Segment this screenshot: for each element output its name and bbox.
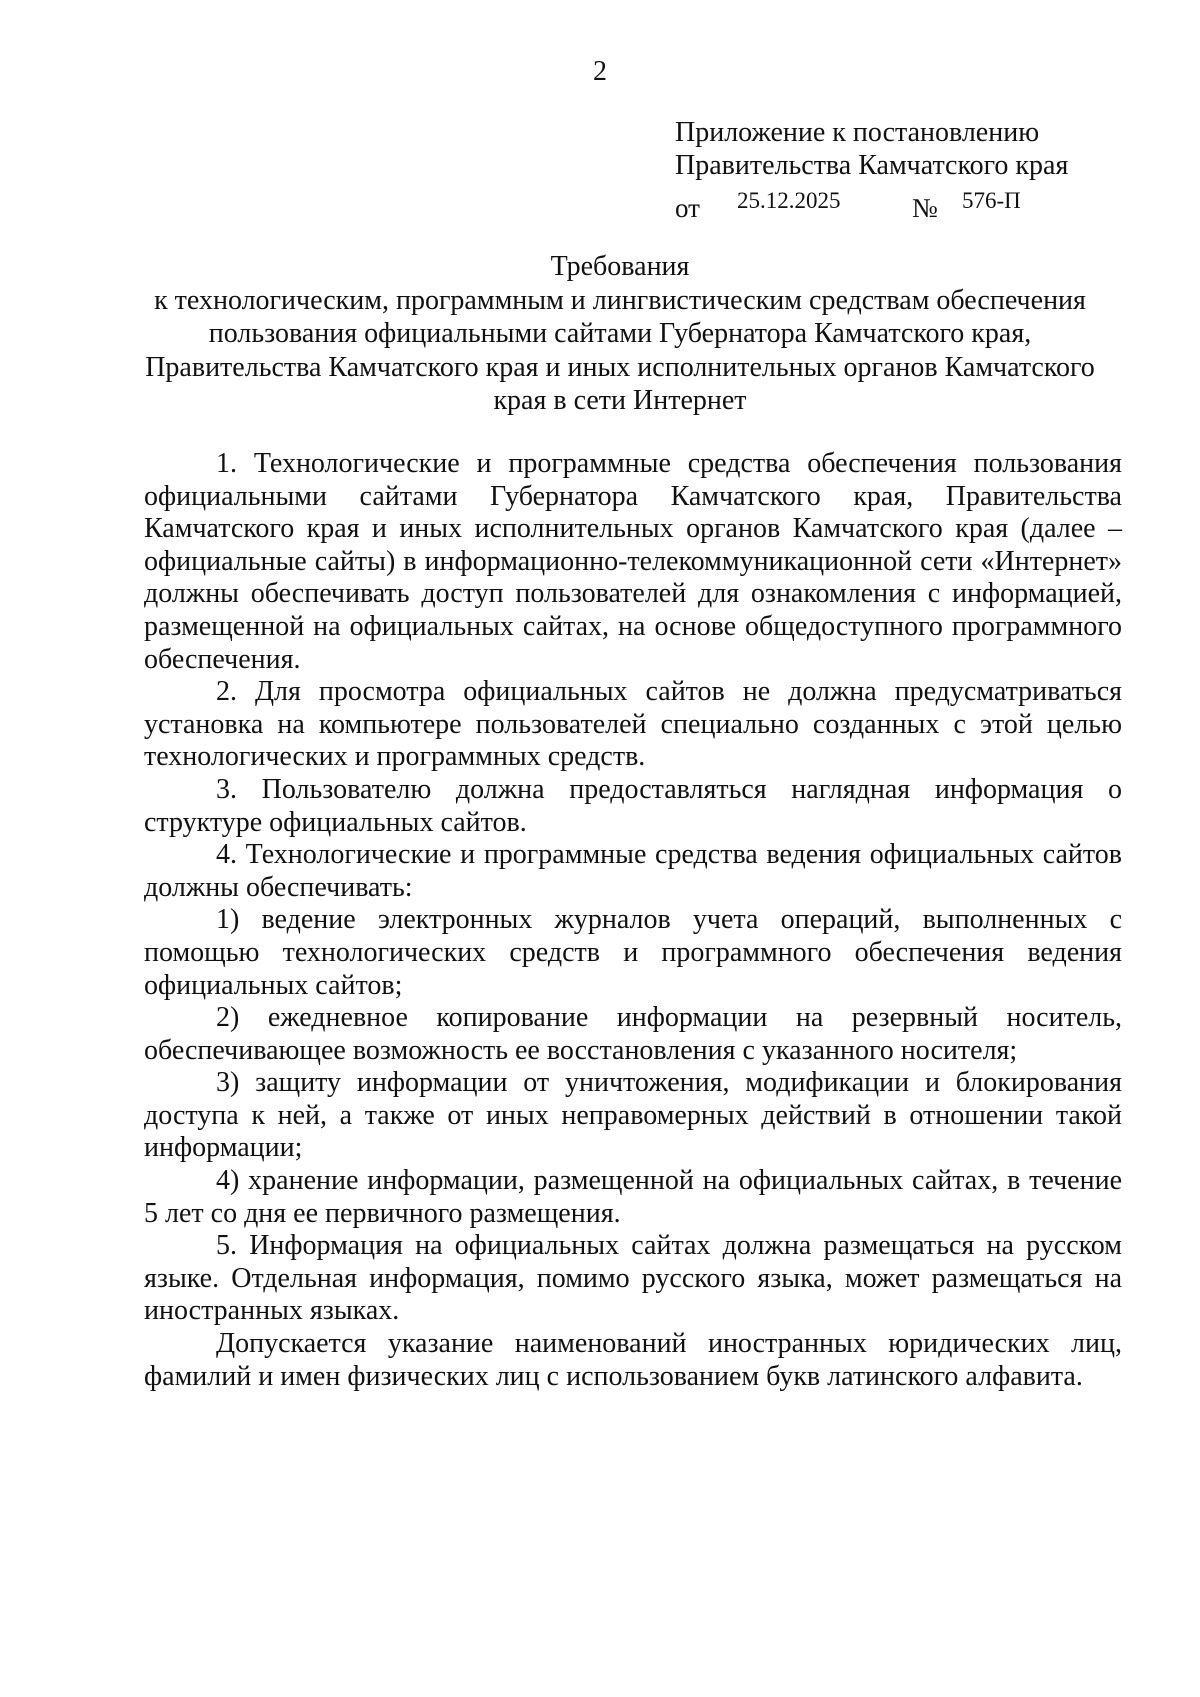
paragraph: 3. Пользователю должна предоставляться наглядная информация о структуре официальных сайтов. — [144, 773, 1122, 838]
paragraph: 4. Технологические и программные средства ведения официальных сайтов должны обеспечивать: — [144, 839, 1122, 903]
paragraph: 2) ежедневное копирование информации на резервный носитель, обеспечивающее возможность ее восстановления с указанного носителя; — [144, 1002, 1122, 1066]
paragraph: 4) хранение информации, размещенной на официальных сайтах, в течение 5 лет со дня ее первичного размещения. — [144, 1165, 1122, 1229]
title-line-5: края в сети Интернет — [493, 385, 747, 416]
paragraph: 1. Технологические и программные средства обеспечения пользования официальными сайтами Губернатора Камчатского края, Правительства Камчатского края и иных исполнительных органов Камчатского края (далее – официальные сайты) в информационно-телекоммуникационной сети «Интернет» должны обеспечивать доступ пользователей для ознакомления с информацией, размещенной на официальных сайтах, на основе общедоступного программного обеспечения. — [144, 448, 1122, 675]
title-line-1: Требования — [550, 251, 690, 282]
title-line-4: Правительства Камчатского края и иных исполнительных органов Камчатского — [145, 351, 1095, 383]
number-label: № — [912, 193, 938, 223]
appendix-header — [675, 116, 1155, 223]
paragraph: 3) защиту информации от уничтожения, модификации и блокирования доступа к ней, а также от иных неправомерных действий в отношении такой информации; — [144, 1067, 1122, 1164]
appendix-line-1: Приложение к постановлению — [675, 117, 1040, 148]
document-title — [130, 250, 1110, 418]
paragraph: Допускается указание наименований иностранных юридических лиц, фамилий и имен физических лиц с использованием букв латинского алфавита. — [144, 1328, 1122, 1392]
from-label: от — [675, 193, 700, 223]
title-line-3: пользования официальными сайтами Губернатора Камчатского края, — [208, 318, 1032, 349]
document-body — [144, 448, 1122, 1393]
appendix-line-2: Правительства Камчатского края — [675, 150, 1069, 181]
paragraph: 5. Информация на официальных сайтах должна размещаться на русском языке. Отдельная информация, помимо русского языка, может размещаться на иностранных языках. — [144, 1230, 1122, 1327]
page-number: 2 — [593, 56, 607, 87]
paragraph: 2. Для просмотра официальных сайтов не должна предусматриваться установка на компьютере пользователей специально созданных с этой целью технологических и программных средств. — [144, 676, 1122, 773]
resolution-date: 25.12.2025 — [737, 188, 841, 213]
title-line-2: к технологическим, программным и лингвистическим средствам обеспечения — [154, 284, 1086, 316]
paragraph: 1) ведение электронных журналов учета операций, выполненных с помощью технологических средств и программного обеспечения ведения официальных сайтов; — [144, 904, 1122, 1001]
resolution-reference — [675, 184, 1155, 223]
resolution-number: 576-П — [962, 188, 1021, 213]
